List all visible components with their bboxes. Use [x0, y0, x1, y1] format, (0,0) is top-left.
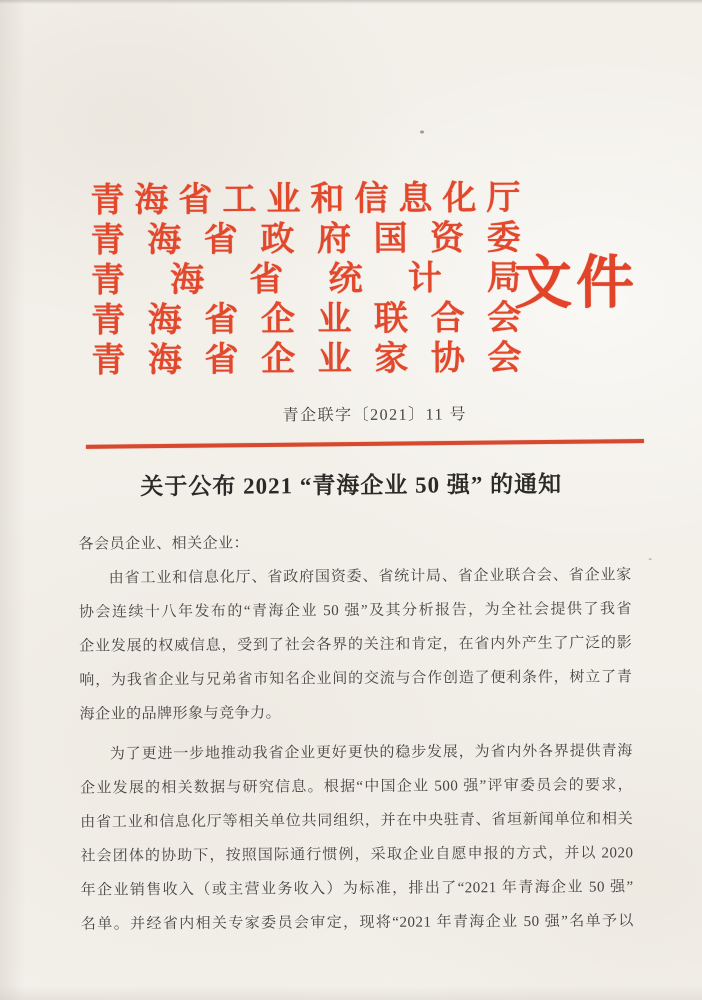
- org-line-industry-it-dept: 青海省工业和信息化厅: [90, 179, 521, 220]
- body-line: 为了更进一步地推动我省企业更好更快的稳步发展，为省内外各界提供青海: [109, 743, 633, 763]
- salutation: 各会员企业、相关企业：: [78, 535, 250, 553]
- body-line: 名单。并经省内相关专家委员会审定，现将“2021 年青海企业 50 强”名单予以: [80, 913, 634, 933]
- body-line: 响，为我省企业与兄弟省市知名企业间的交流与合作创造了便利条件，树立了青: [79, 669, 633, 689]
- body-line: 协会连续十八年发布的“青海企业 50 强”及其分析报告，为全社会提供了我省: [78, 601, 633, 621]
- body-line: 由省工业和信息化厅、省政府国资委、省统计局、省企业联合会、省企业家: [108, 567, 632, 587]
- body-line: 企业发展的权威信息，受到了社会各界的关注和肯定，在省内外产生了广泛的影: [79, 635, 633, 655]
- scan-speck: [420, 131, 424, 134]
- letterhead-issuing-orgs: [90, 179, 521, 382]
- paragraph-1: [79, 558, 633, 731]
- document-title: 关于公布 2021 “青海企业 50 强” 的通知: [140, 471, 563, 500]
- paragraph-2: [80, 734, 634, 941]
- body-line: 年企业销售收入（或主营业务收入）为标准，排出了“2021 年青海企业 50 强”: [80, 879, 634, 899]
- body-line: 海企业的品牌形象与竞争力。: [79, 705, 282, 723]
- org-line-entrepreneur-association: 青海省企业家协会: [91, 339, 522, 380]
- org-line-statistics-bureau: 青海省统计局: [90, 259, 522, 300]
- red-divider-rule: [86, 439, 644, 449]
- org-line-enterprise-confederation: 青海省企业联合会: [91, 299, 522, 340]
- doc-number: 青企联字〔2021〕11 号: [282, 406, 468, 425]
- body-line: 由省工业和信息化厅等相关单位共同组织，并在中央驻青、省垣新闻单位和相关: [80, 811, 634, 831]
- body-line: 社会团体的协助下，按照国际通行惯例，采取企业自愿申报的方式，并以 2020: [80, 845, 634, 865]
- org-line-sasac: 青海省政府国资委: [90, 219, 521, 260]
- body-line: 企业发展的相关数据与研究信息。根据“中国企业 500 强”评审委员会的要求，: [80, 777, 634, 797]
- document-body: [78, 524, 634, 941]
- scan-speck: [649, 558, 652, 560]
- doc-type-label: 文件: [513, 250, 639, 317]
